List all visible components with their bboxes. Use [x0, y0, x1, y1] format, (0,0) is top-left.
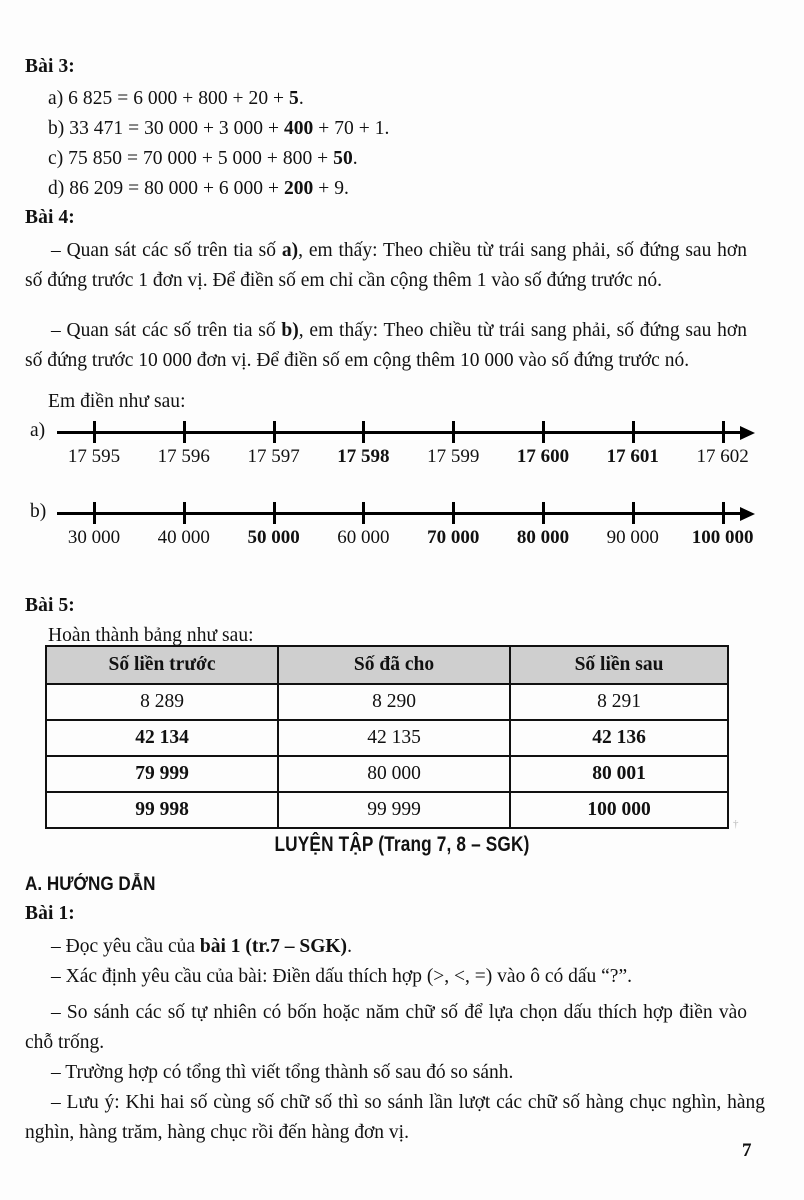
number-line-a-label: a): [30, 420, 46, 441]
bai5-intro: Hoàn thành bảng như sau:: [48, 625, 254, 646]
bai3-item-c-suffix: .: [352, 148, 358, 169]
number-line-tick: [362, 502, 365, 524]
number-line-tick: [273, 421, 276, 443]
number-line-tick: [183, 502, 186, 524]
number-line-axis: [57, 512, 740, 515]
bai1-b2-text: – Xác định yêu cầu của bài: Điền dấu thích hợp (>, <, =) vào ô có dấu “?”.: [51, 966, 632, 987]
scan-speck: †: [733, 818, 739, 830]
table-cell: 42 135: [278, 720, 510, 756]
bai1-b1-part2: .: [347, 936, 352, 957]
bai4-para-a-part1: – Quan sát các số trên tia số: [51, 240, 282, 261]
number-line-tick-label: 80 000: [516, 527, 570, 548]
bai3-item-d: [48, 178, 349, 200]
section-a-heading: A. HƯỚNG DẪN: [25, 874, 156, 895]
bai4-para-b-ref: b): [281, 320, 299, 341]
bai1-bullet-5: [25, 1088, 765, 1148]
number-line-tick: [632, 421, 635, 443]
bai4-paragraph-a: [25, 236, 747, 296]
table-header-row: [46, 646, 728, 684]
bai3-item-a-bold: 5: [289, 88, 299, 109]
table-cell: 99 998: [46, 792, 278, 828]
number-line-tick: [273, 502, 276, 524]
bai1-b5-text: – Lưu ý: Khi hai số cùng số chữ số thì so sánh lần lượt các chữ số hàng chục nghìn, hàng nghìn, hàng trăm, hàng chục rồi đến hàng đơn vị.: [25, 1092, 765, 1143]
bai3-item-a-suffix: .: [298, 88, 304, 109]
number-line-tick: [452, 421, 455, 443]
number-line-tick: [93, 502, 96, 524]
table-row: [46, 684, 728, 720]
bai4-para-a-ref: a): [281, 240, 299, 261]
table-cell: 42 134: [46, 720, 278, 756]
number-line-tick-label: 100 000: [691, 527, 754, 548]
bai3-item-b-prefix: b) 33 471 = 30 000 + 3 000 +: [48, 118, 284, 139]
number-line-b-label: b): [30, 501, 47, 522]
table-cell: 8 291: [510, 684, 728, 720]
table-row: [46, 792, 728, 828]
number-line-tick-label: 70 000: [427, 527, 480, 548]
bai3-item-c-prefix: c) 75 850 = 70 000 + 5 000 + 800 +: [48, 148, 334, 169]
bai4-para-b-part2: , em thấy: Theo chiều từ trái sang phải, số đứng sau hơn số đứng trước 10 000 đơn vị. Để điền số em cộng thêm 10 000 vào số đứng trước nó.: [25, 320, 747, 371]
table-row: [46, 756, 728, 792]
bai1-bullet-1: [25, 932, 747, 962]
table-cell: 8 289: [46, 684, 278, 720]
table-header-cell: Số liền sau: [510, 646, 728, 684]
bai3-item-a-prefix: a) 6 825 = 6 000 + 800 + 20 +: [48, 88, 290, 109]
number-line-tick: [722, 421, 725, 443]
number-line-tick: [632, 502, 635, 524]
number-neighbors-table: [45, 645, 729, 829]
number-line-tick-label: 17 595: [67, 446, 121, 467]
table-cell: 80 000: [278, 756, 510, 792]
number-line-tick: [362, 421, 365, 443]
bai1-b1-part1: – Đọc yêu cầu của: [51, 936, 200, 957]
number-line-tick: [93, 421, 96, 443]
bai3-item-b-bold: 400: [283, 118, 314, 139]
number-line-tick: [183, 421, 186, 443]
table-cell: 80 001: [510, 756, 728, 792]
bai3-item-c-bold: 50: [333, 148, 353, 169]
bai5-heading: Bài 5:: [25, 595, 75, 616]
bai4-para-a-part2: , em thấy: Theo chiều từ trái sang phải, số đứng sau hơn số đứng trước 1 đơn vị. Để điền số em chỉ cần cộng thêm 1 vào số đứng trước nó.: [25, 240, 747, 291]
number-line-tick: [722, 502, 725, 524]
table-header-cell: Số đã cho: [278, 646, 510, 684]
bai3-item-d-suffix: + 9.: [313, 178, 349, 199]
table-cell: 79 999: [46, 756, 278, 792]
table-cell: 8 290: [278, 684, 510, 720]
number-line-tick-label: 17 598: [337, 446, 390, 467]
bai3-item-b-suffix: + 70 + 1.: [313, 118, 390, 139]
bai1-heading: Bài 1:: [25, 903, 75, 924]
number-line-arrow-icon: [740, 507, 755, 521]
number-line-tick-label: 17 596: [157, 446, 210, 467]
number-line-tick: [542, 502, 545, 524]
number-line-tick-label: 17 602: [696, 446, 749, 467]
bai3-item-b: [48, 118, 389, 140]
table-row: [46, 720, 728, 756]
number-line-tick-label: 17 601: [606, 446, 659, 467]
bai3-item-d-bold: 200: [283, 178, 314, 199]
number-line-tick-label: 90 000: [606, 527, 659, 548]
table-cell: 100 000: [510, 792, 728, 828]
bai1-b3-text: – So sánh các số tự nhiên có bốn hoặc năm chữ số để lựa chọn dấu thích hợp điền vào chỗ trống.: [25, 1002, 747, 1053]
bai4-para-b-part1: – Quan sát các số trên tia số: [51, 320, 282, 341]
bai1-b4-text: – Trường hợp có tổng thì viết tổng thành số sau đó so sánh.: [51, 1062, 514, 1083]
number-line-tick-label: 40 000: [157, 527, 210, 548]
table-header-cell: Số liền trước: [46, 646, 278, 684]
number-line-tick: [452, 502, 455, 524]
bai3-item-a: [48, 88, 304, 110]
bai3-item-d-prefix: d) 86 209 = 80 000 + 6 000 +: [48, 178, 284, 199]
bai4-fill-intro: Em điền như sau:: [48, 391, 186, 412]
number-line-tick-label: 17 600: [516, 446, 570, 467]
number-line-tick-label: 17 599: [427, 446, 480, 467]
luyentap-title: LUYỆN TẬP (Trang 7, 8 – SGK): [274, 833, 530, 856]
number-line-tick-label: 17 597: [247, 446, 300, 467]
number-line-tick-label: 60 000: [337, 527, 390, 548]
table-cell: 42 136: [510, 720, 728, 756]
number-line-tick: [542, 421, 545, 443]
number-line-tick-label: 30 000: [67, 527, 121, 548]
page-number: 7: [742, 1140, 752, 1161]
bai1-bullet-4: [25, 1058, 747, 1088]
bai4-paragraph-b: [25, 316, 747, 376]
number-line-arrow-icon: [740, 426, 755, 440]
bai1-bullet-3: [25, 998, 747, 1058]
number-line-tick-label: 50 000: [247, 527, 300, 548]
number-line-axis: [57, 431, 740, 434]
bai3-heading: Bài 3:: [25, 56, 75, 77]
table-cell: 99 999: [278, 792, 510, 828]
bai1-bullet-2: [25, 962, 765, 992]
bai1-b1-ref: bài 1 (tr.7 – SGK): [199, 936, 348, 957]
bai4-heading: Bài 4:: [25, 207, 75, 228]
bai3-item-c: [48, 148, 358, 170]
